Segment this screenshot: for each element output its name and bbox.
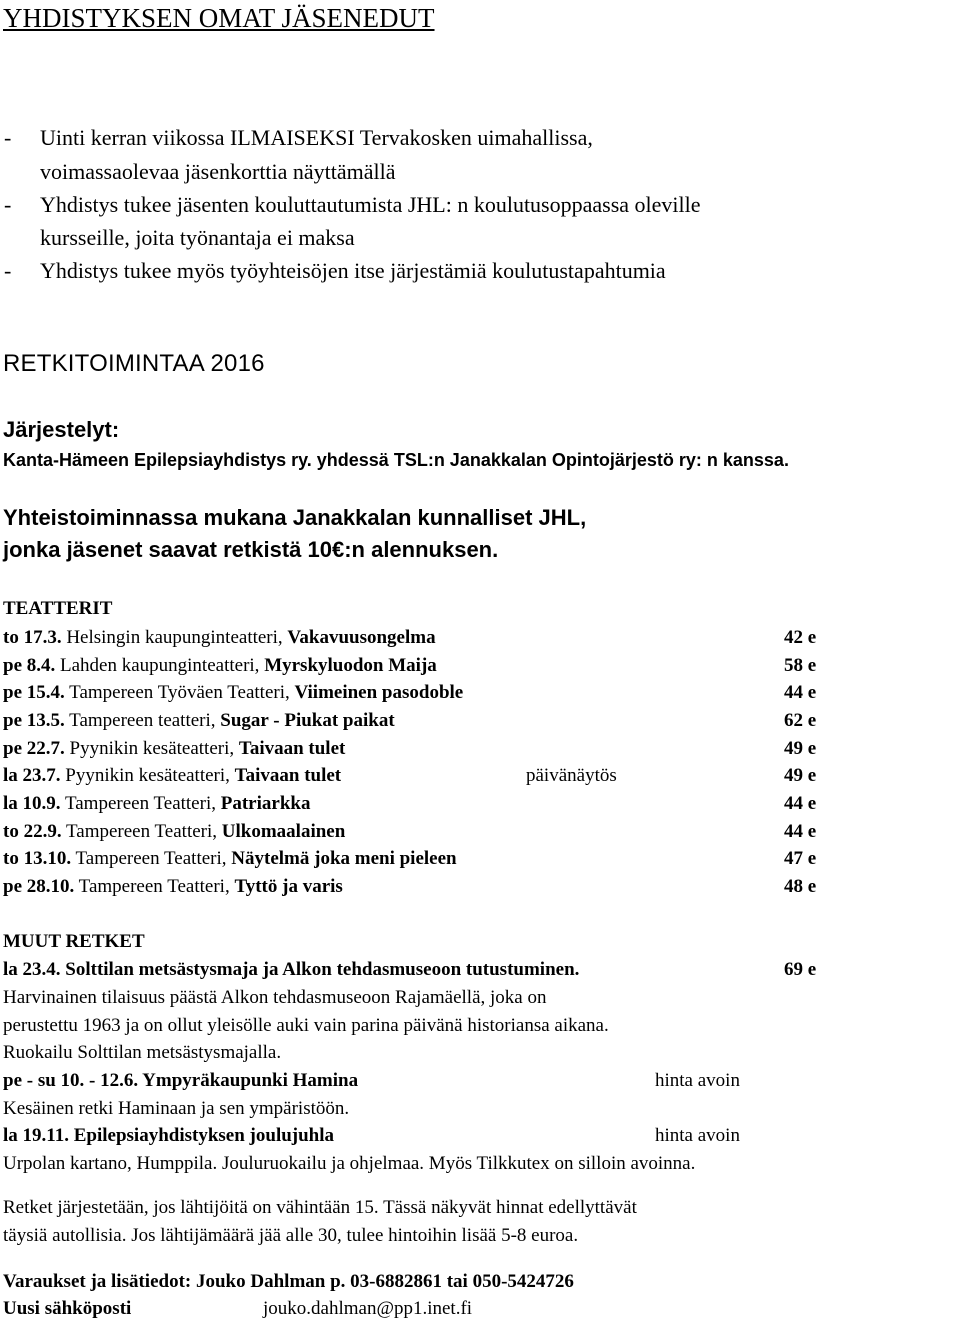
row-date: pe 13.5. [3, 710, 65, 731]
row-price: 48 e [784, 876, 817, 897]
row-price: 47 e [784, 848, 817, 869]
row-price: 62 e [784, 710, 817, 731]
table-row [3, 821, 953, 847]
row-date: pe 22.7. [3, 738, 65, 759]
row-price: 42 e [784, 627, 817, 648]
table-row [3, 793, 953, 819]
table-row [3, 655, 953, 681]
row-main [3, 682, 463, 704]
section-title-other-trips: MUUT RETKET [3, 931, 145, 952]
row-price: 44 e [784, 682, 817, 703]
row-play: Viimeinen pasodoble [294, 682, 464, 703]
organizers-text: Kanta-Hämeen Epilepsiayhdistys ry. yhdessä TSL:n Janakkalan Opintojärjestö ry: n kanssa. [3, 450, 789, 470]
trip-description: Urpolan kartano, Humppila. Jouluruokailu ja ohjelmaa. Myös Tilkkutex on silloin avoinna. [3, 1153, 696, 1174]
row-play: Taivaan tulet [238, 738, 346, 759]
row-play: Tyttö ja varis [234, 876, 343, 897]
row-date: pe 28.10. [3, 876, 75, 897]
row-play: Ulkomaalainen [221, 821, 346, 842]
table-row [3, 738, 953, 764]
row-venue: Tampereen Teatteri, [66, 821, 218, 842]
cooperation-line: jonka jäsenet saavat retkistä 10€:n alennuksen. [3, 537, 499, 562]
row-play: Sugar - Piukat paikat [220, 710, 395, 731]
row-main [3, 710, 395, 732]
row-price: 58 e [784, 655, 817, 676]
row-venue: Tampereen Työväen Teatteri, [69, 682, 290, 703]
table-row [3, 876, 953, 902]
trip-description: perustettu 1963 ja on ollut yleisölle auki vain parina päivänä historiansa aikana. [3, 1015, 609, 1036]
row-venue: Helsingin kaupunginteatteri, [66, 627, 283, 648]
row-price: 44 e [784, 793, 817, 814]
row-play: Vakavuusongelma [287, 627, 436, 648]
table-row [3, 710, 953, 736]
row-date: to 22.9. [3, 821, 62, 842]
trip-heading: la 19.11. Epilepsiayhdistyksen joulujuhla [3, 1125, 335, 1146]
terms-text: täysiä autollisia. Jos lähtijämäärä jää alle 30, tulee hintoihin lisää 5-8 euroa. [3, 1225, 579, 1246]
row-venue: Tampereen Teatteri, [64, 793, 216, 814]
row-date: pe 8.4. [3, 655, 56, 676]
row-date: to 17.3. [3, 627, 62, 648]
row-main [3, 821, 345, 843]
email-label: Uusi sähköposti [3, 1298, 132, 1319]
row-main [3, 627, 436, 649]
row-price: 49 e [784, 765, 817, 786]
row-main [3, 848, 457, 870]
cooperation-line: Yhteistoiminnassa mukana Janakkalan kunnalliset JHL, [3, 505, 587, 530]
trip-description: Kesäinen retki Haminaan ja sen ympäristöön. [3, 1098, 350, 1119]
row-main [3, 738, 345, 760]
row-date: la 23.7. [3, 765, 61, 786]
table-row [3, 848, 953, 874]
trip-description: Harvinainen tilaisuus päästä Alkon tehdasmuseoon Rajamäellä, joka on [3, 987, 547, 1008]
row-venue: Pyynikin kesäteatteri, [65, 765, 230, 786]
row-date: to 13.10. [3, 848, 72, 869]
row-price: 49 e [784, 738, 817, 759]
trip-price: 69 e [784, 959, 817, 980]
row-date: la 10.9. [3, 793, 61, 814]
trip-description: Ruokailu Solttilan metsästysmajalla. [3, 1042, 282, 1063]
row-venue: Lahden kaupunginteatteri, [60, 655, 260, 676]
row-main [3, 765, 341, 787]
page-title: YHDISTYKSEN OMAT JÄSENEDUT [3, 3, 435, 33]
row-venue: Tampereen Teatteri, [75, 848, 227, 869]
row-play: Taivaan tulet [234, 765, 342, 786]
trip-price: hinta avoin [655, 1125, 740, 1146]
trip-heading: la 23.4. Solttilan metsästysmaja ja Alkon tehdasmuseoon tutustuminen. [3, 959, 580, 980]
trip-price: hinta avoin [655, 1070, 740, 1091]
trip-heading: pe - su 10. - 12.6. Ympyräkaupunki Hamina [3, 1070, 359, 1091]
terms-text: Retket järjestetään, jos lähtijöitä on vähintään 15. Tässä näkyvät hinnat edellyttävät [3, 1197, 637, 1218]
row-play: Patriarkka [220, 793, 311, 814]
section-title-trips: RETKITOIMINTAA 2016 [3, 350, 265, 377]
section-title-theatres: TEATTERIT [3, 598, 113, 619]
row-date: pe 15.4. [3, 682, 65, 703]
row-play: Myrskyluodon Maija [264, 655, 437, 676]
row-venue: Tampereen teatteri, [69, 710, 216, 731]
row-main [3, 655, 437, 677]
table-row [3, 627, 953, 653]
row-venue: Pyynikin kesäteatteri, [69, 738, 235, 759]
table-row [3, 765, 953, 791]
row-main [3, 793, 310, 815]
table-row [3, 682, 953, 708]
row-main [3, 876, 343, 898]
organizers-label: Järjestelyt: [3, 417, 120, 442]
row-note: päivänäytös [526, 765, 617, 786]
row-price: 44 e [784, 821, 817, 842]
row-venue: Tampereen Teatteri, [78, 876, 230, 897]
contact-line: Varaukset ja lisätiedot: Jouko Dahlman p. 03-6882861 tai 050-5424726 [3, 1271, 574, 1292]
row-play: Näytelmä joka meni pieleen [231, 848, 457, 869]
email-address[interactable]: jouko.dahlman@pp1.inet.fi [263, 1298, 473, 1319]
